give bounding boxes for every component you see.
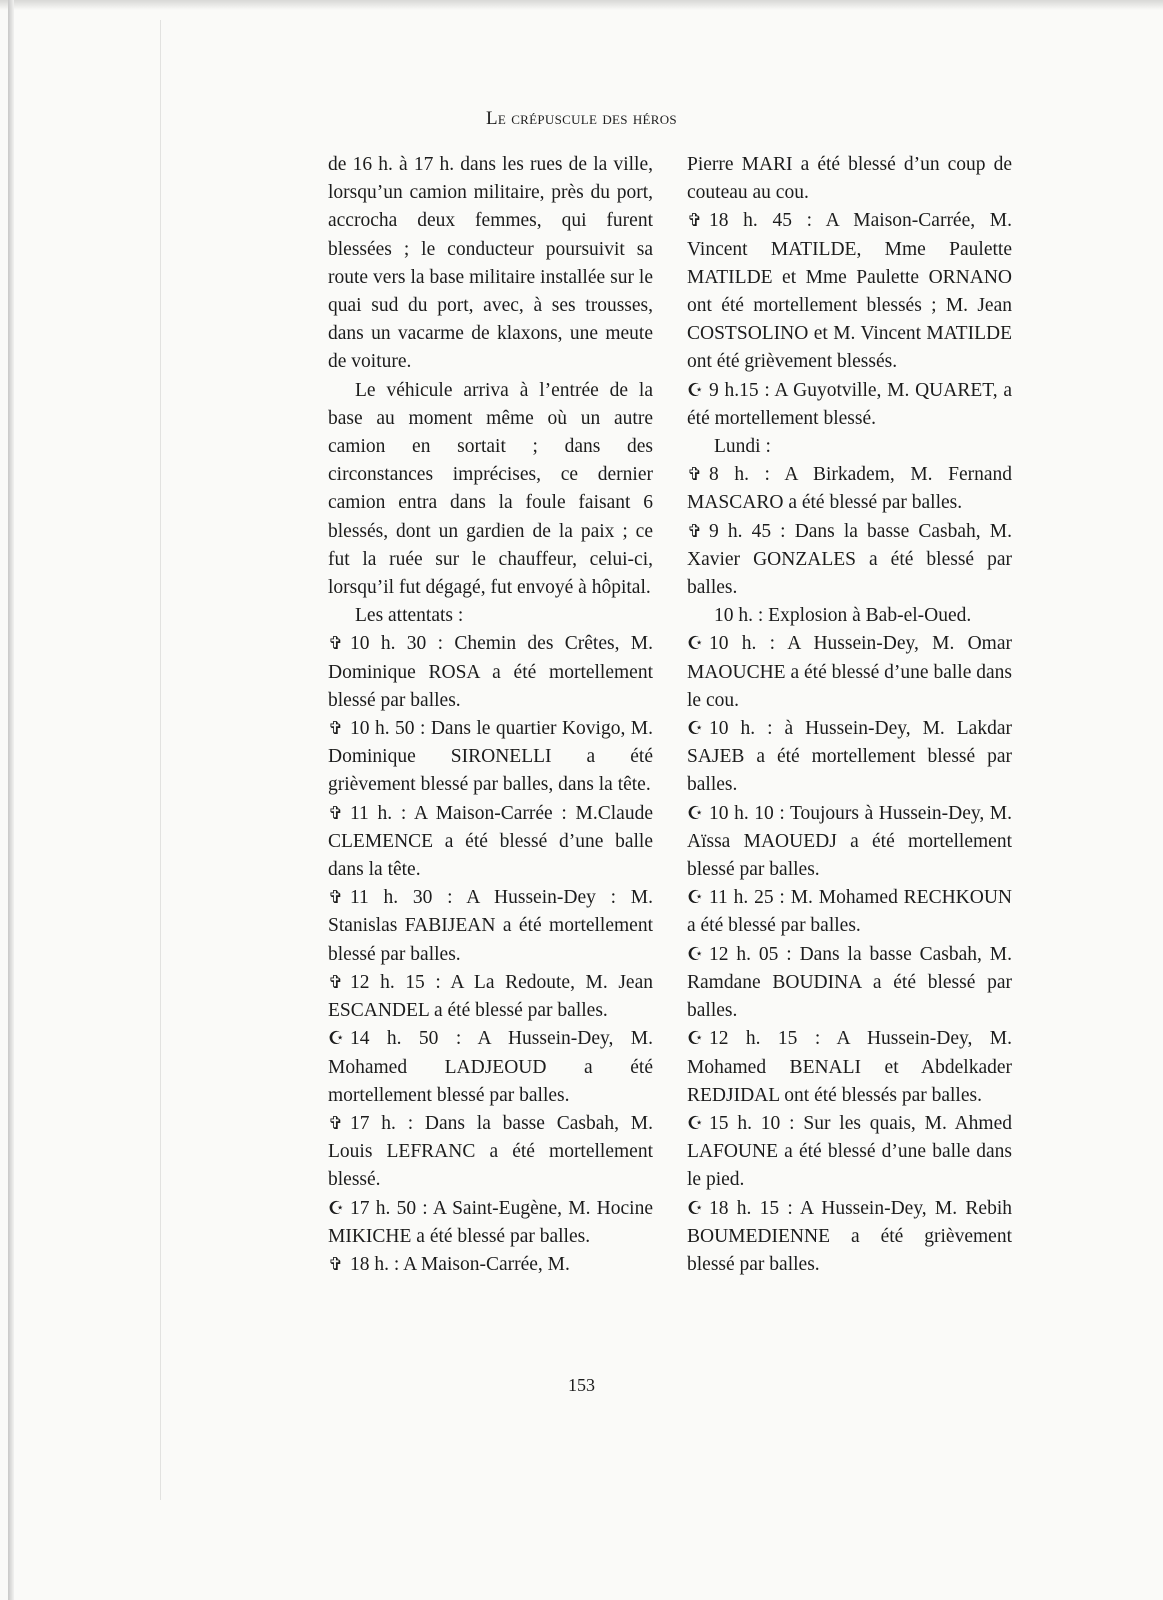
left-text-column [328,151,653,1279]
incident-entry [687,630,1012,715]
cross-icon: ✞ [328,1253,344,1275]
paragraph-text: 17 h. 50 : A Saint-Eugène, M. Hocine MIKICHE a été blessé par balles. [328,1197,653,1247]
body-paragraph [328,377,653,603]
paragraph-text: 11 h. : A Maison-Carrée : M.Claude CLEMENCE a été blessé d’une balle dans la tête. [328,802,653,881]
paragraph-text: 10 h. : A Hussein-Dey, M. Omar MAOUCHE a été blessé d’une balle dans le cou. [687,633,1012,711]
cross-icon: ✞ [328,718,344,740]
cross-icon: ✞ [687,464,703,486]
incident-entry [328,630,653,715]
paragraph-text: 12 h. 05 : Dans la basse Casbah, M. Ramdane BOUDINA a été blessé par balles. [687,943,1012,1022]
incident-entry [687,207,1012,376]
crescent-icon: ☪ [687,1197,704,1219]
crescent-icon: ☪ [328,1028,345,1050]
crescent-icon: ☪ [687,887,704,909]
paragraph-text: 18 h. 15 : A Hussein-Dey, M. Rebih BOUMEDIENNE a été grièvement blessé par balles. [687,1197,1012,1275]
incident-entry [328,1110,653,1195]
body-paragraph [687,151,1012,207]
incident-entry [687,715,1012,800]
cross-icon: ✞ [328,887,344,909]
paragraph-text: Le véhicule arriva à l’entrée de la base au moment même où un autre camion en sortait ; dans des circonstances imprécises, ce dernier camion entra dans la foule faisant 6 blessés, dont un gardien de la paix ; ce fut la ruée sur le chauffeur, celui-ci, lorsqu’il fut dégagé, fut envoyé à hôpital. [328,379,653,599]
incident-entry [328,800,653,885]
cross-icon: ✞ [687,210,703,232]
crescent-icon: ☪ [687,633,704,655]
incident-entry [687,941,1012,1026]
paragraph-text: 18 h. : A Maison-Carrée, M. [350,1253,570,1275]
incident-entry [328,969,653,1025]
paragraph-text: 10 h. 50 : Dans le quartier Kovigo, M. Dominique SIRONELLI a été grièvement blessé par balles, dans la tête. [328,718,653,796]
crescent-icon: ☪ [328,1197,345,1219]
incident-entry [687,800,1012,885]
cross-icon: ✞ [328,802,344,824]
page-number: 153 [568,1375,595,1395]
incident-entry [687,461,1012,517]
incident-entry [687,1110,1012,1195]
crescent-icon: ☪ [687,1028,704,1050]
paragraph-text: 10 h. 30 : Chemin des Crêtes, M. Dominique ROSA a été mortellement blessé par balles. [328,633,653,711]
paragraph-text: Lundi : [714,436,771,458]
paragraph-text: 9 h. 45 : Dans la basse Casbah, M. Xavier GONZALES a été blessé par balles. [687,520,1012,599]
cross-icon: ✞ [328,633,344,655]
paragraph-text: 11 h. 25 : M. Mohamed RECHKOUN a été blessé par balles. [687,887,1012,937]
paragraph-text: Pierre MARI a été blessé d’un coup de couteau au cou. [687,154,1012,204]
incident-entry [687,884,1012,940]
crescent-icon: ☪ [687,379,704,401]
incident-entry [328,715,653,800]
incident-entry [687,377,1012,433]
cross-icon: ✞ [328,1112,344,1134]
paragraph-text: 10 h. : Explosion à Bab-el-Oued. [714,605,972,627]
paragraph-text: 17 h. : Dans la basse Casbah, M. Louis LEFRANC a été mortellement blessé. [328,1112,653,1191]
incident-entry [687,518,1012,603]
body-paragraph [328,151,653,377]
page-fold-line [160,20,161,1500]
right-text-column [687,151,1012,1279]
crescent-icon: ☪ [687,1112,704,1134]
body-paragraph [687,602,1012,630]
paragraph-text: 14 h. 50 : A Hussein-Dey, M. Mohamed LADJEOUD a été mortellement blessé par balles. [328,1028,653,1106]
cross-icon: ✞ [687,520,703,542]
body-paragraph [687,433,1012,461]
crescent-icon: ☪ [687,802,704,824]
running-head: Le crépuscule des héros [486,108,677,129]
paragraph-text: Les attentats : [355,605,464,627]
paragraph-text: 11 h. 30 : A Hussein-Dey : M. Stanislas FABIJEAN a été mortellement blessé par balles. [328,887,653,965]
cross-icon: ✞ [328,971,344,993]
crescent-icon: ☪ [687,943,704,965]
paragraph-text: 10 h. 10 : Toujours à Hussein-Dey, M. Aïssa MAOUEDJ a été mortellement blessé par balles. [687,802,1012,881]
paragraph-text: 10 h. : à Hussein-Dey, M. Lakdar SAJEB a été mortellement blessé par balles. [687,718,1012,796]
paragraph-text: 12 h. 15 : A Hussein-Dey, M. Mohamed BENALI et Abdelkader REDJIDAL ont été blessés par balles. [687,1028,1012,1106]
paragraph-text: 8 h. : A Birkadem, M. Fernand MASCARO a été blessé par balles. [687,464,1012,514]
paragraph-text: de 16 h. à 17 h. dans les rues de la ville, lorsqu’un camion militaire, près du port, accrocha deux femmes, qui furent blessées ; le conducteur poursuivit sa route vers la base militaire installée sur le quai sud du port, avec, à ses trousses, dans un vacarme de klaxons, une meute de voiture. [328,154,653,373]
incident-entry [687,1195,1012,1280]
paragraph-text: 18 h. 45 : A Maison-Carrée, M. Vincent MATILDE, Mme Paulette MATILDE et Mme Paulette ORNANO ont été mortellement blessés ; M. Jean COSTSOLINO et M. Vincent MATILDE ont été grièvement blessés. [687,210,1012,373]
paragraph-text: 12 h. 15 : A La Redoute, M. Jean ESCANDEL a été blessé par balles. [328,971,653,1022]
incident-entry [328,1025,653,1110]
incident-entry [328,1251,653,1279]
body-paragraph [328,602,653,630]
incident-entry [328,1195,653,1251]
paragraph-text: 9 h.15 : A Guyotville, M. QUARET, a été mortellement blessé. [687,379,1012,429]
incident-entry [687,1025,1012,1110]
incident-entry [328,884,653,969]
page-top-shadow [0,0,1163,10]
paragraph-text: 15 h. 10 : Sur les quais, M. Ahmed LAFOUNE a été blessé d’une balle dans le pied. [687,1112,1012,1191]
crescent-icon: ☪ [687,718,704,740]
page-left-shadow [8,0,14,1600]
